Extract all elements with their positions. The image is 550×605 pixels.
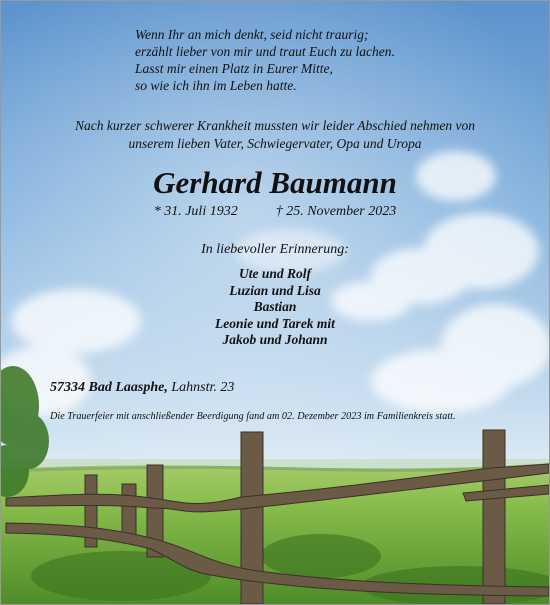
poem bbox=[135, 26, 395, 94]
family-member: Bastian bbox=[253, 299, 297, 314]
poem-line: Wenn Ihr an mich denkt, seid nicht traurig; bbox=[135, 27, 369, 42]
ceremony-note: Die Trauerfeier mit anschließender Beerdigung fand am 02. Dezember 2023 im Familienkreis statt. bbox=[50, 411, 456, 422]
address bbox=[50, 379, 234, 397]
intro-line: Nach kurzer schwerer Krankheit mussten wir leider Abschied nehmen von bbox=[74, 118, 476, 133]
deceased-name: Gerhard Baumann bbox=[153, 165, 397, 200]
death-date: † 25. November 2023 bbox=[275, 204, 397, 219]
life-dates bbox=[1, 203, 549, 221]
birth-date: * 31. Juli 1932 bbox=[153, 204, 238, 219]
family-list bbox=[1, 266, 549, 349]
poem-line: erzählt lieber von mir und traut Euch zu lachen. bbox=[135, 44, 395, 59]
address-city: 57334 Bad Laasphe, bbox=[50, 380, 168, 395]
intro-text bbox=[21, 117, 529, 153]
memory-label: In liebevoller Erinnerung: bbox=[201, 242, 349, 257]
family-member: Leonie und Tarek mit bbox=[215, 315, 335, 331]
family-member: Jakob und Johann bbox=[222, 332, 328, 347]
family-member: Luzian und Lisa bbox=[229, 282, 321, 298]
address-street: Lahnstr. 23 bbox=[171, 380, 235, 395]
poem-line: so wie ich ihn im Leben hatte. bbox=[135, 78, 297, 93]
intro-line: unserem lieben Vater, Schwiegervater, Opa und Uropa bbox=[128, 136, 422, 151]
family-member: Ute und Rolf bbox=[238, 266, 311, 281]
poem-line: Lasst mir einen Platz in Eurer Mitte, bbox=[135, 61, 333, 76]
